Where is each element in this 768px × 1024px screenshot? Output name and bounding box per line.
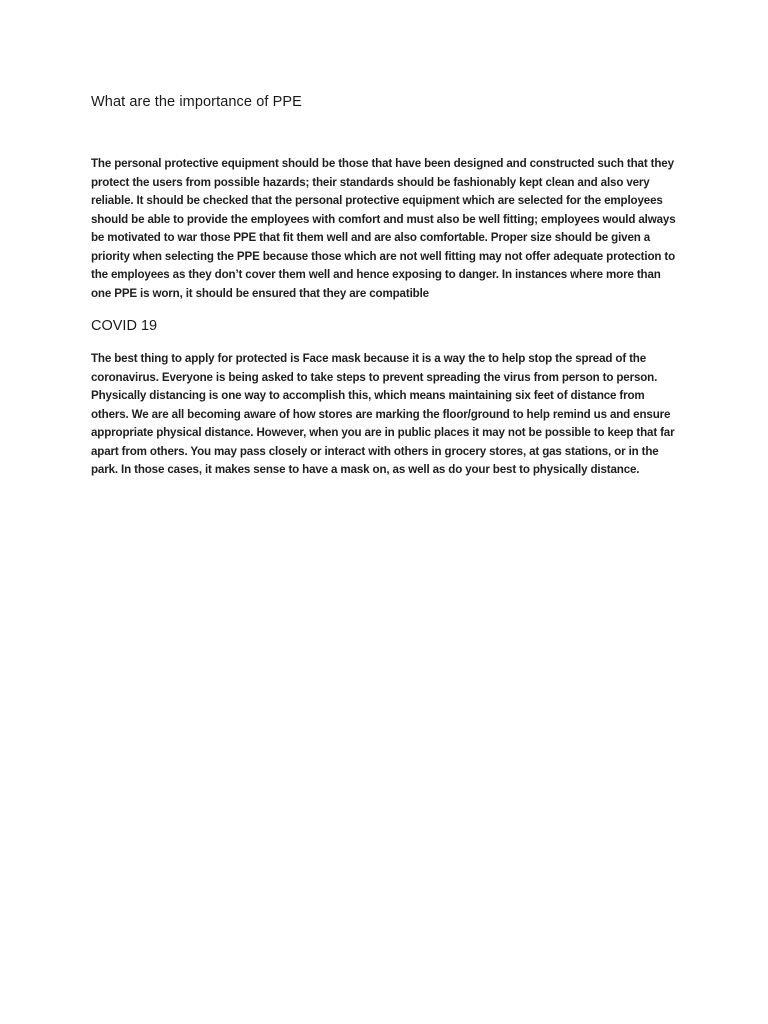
ppe-importance-paragraph: The personal protective equipment should be those that have been designed and constructed such that they protect the users from possible hazards; their standards should be fashionably kept clean and also very reliable. It should be checked that the personal protective equipment which are selected for the employees should be able to provide the employees with comfort and must also be well fitting; employees would always be motivated to war those PPE that fit them well and are also comfortable. Proper size should be given a priority when selecting the PPE because those which are not well fitting may not offer adequate protection to the employees as they don’t cover them well and hence exposing to danger. In instances where more than one PPE is worn, it should be ensured that they are compatible	[91, 157, 676, 300]
covid-paragraph: The best thing to apply for protected is Face mask because it is a way the to help stop the spread of the coronavirus. Everyone is being asked to take steps to prevent spreading the virus from person to person. Physically distancing is one way to accomplish this, which means maintaining six feet of distance from others. We are all becoming aware of how stores are marking the floor/ground to help remind us and ensure appropriate physical distance. However, when you are in public places it may not be possible to keep that far apart from others. You may pass closely or interact with others in grocery stores, at gas stations, or in the park. In those cases, it makes sense to have a mask on, as well as do your best to physically distance.	[91, 352, 675, 476]
document-title: What are the importance of PPE	[91, 94, 302, 110]
covid-section-heading: COVID 19	[91, 318, 158, 334]
